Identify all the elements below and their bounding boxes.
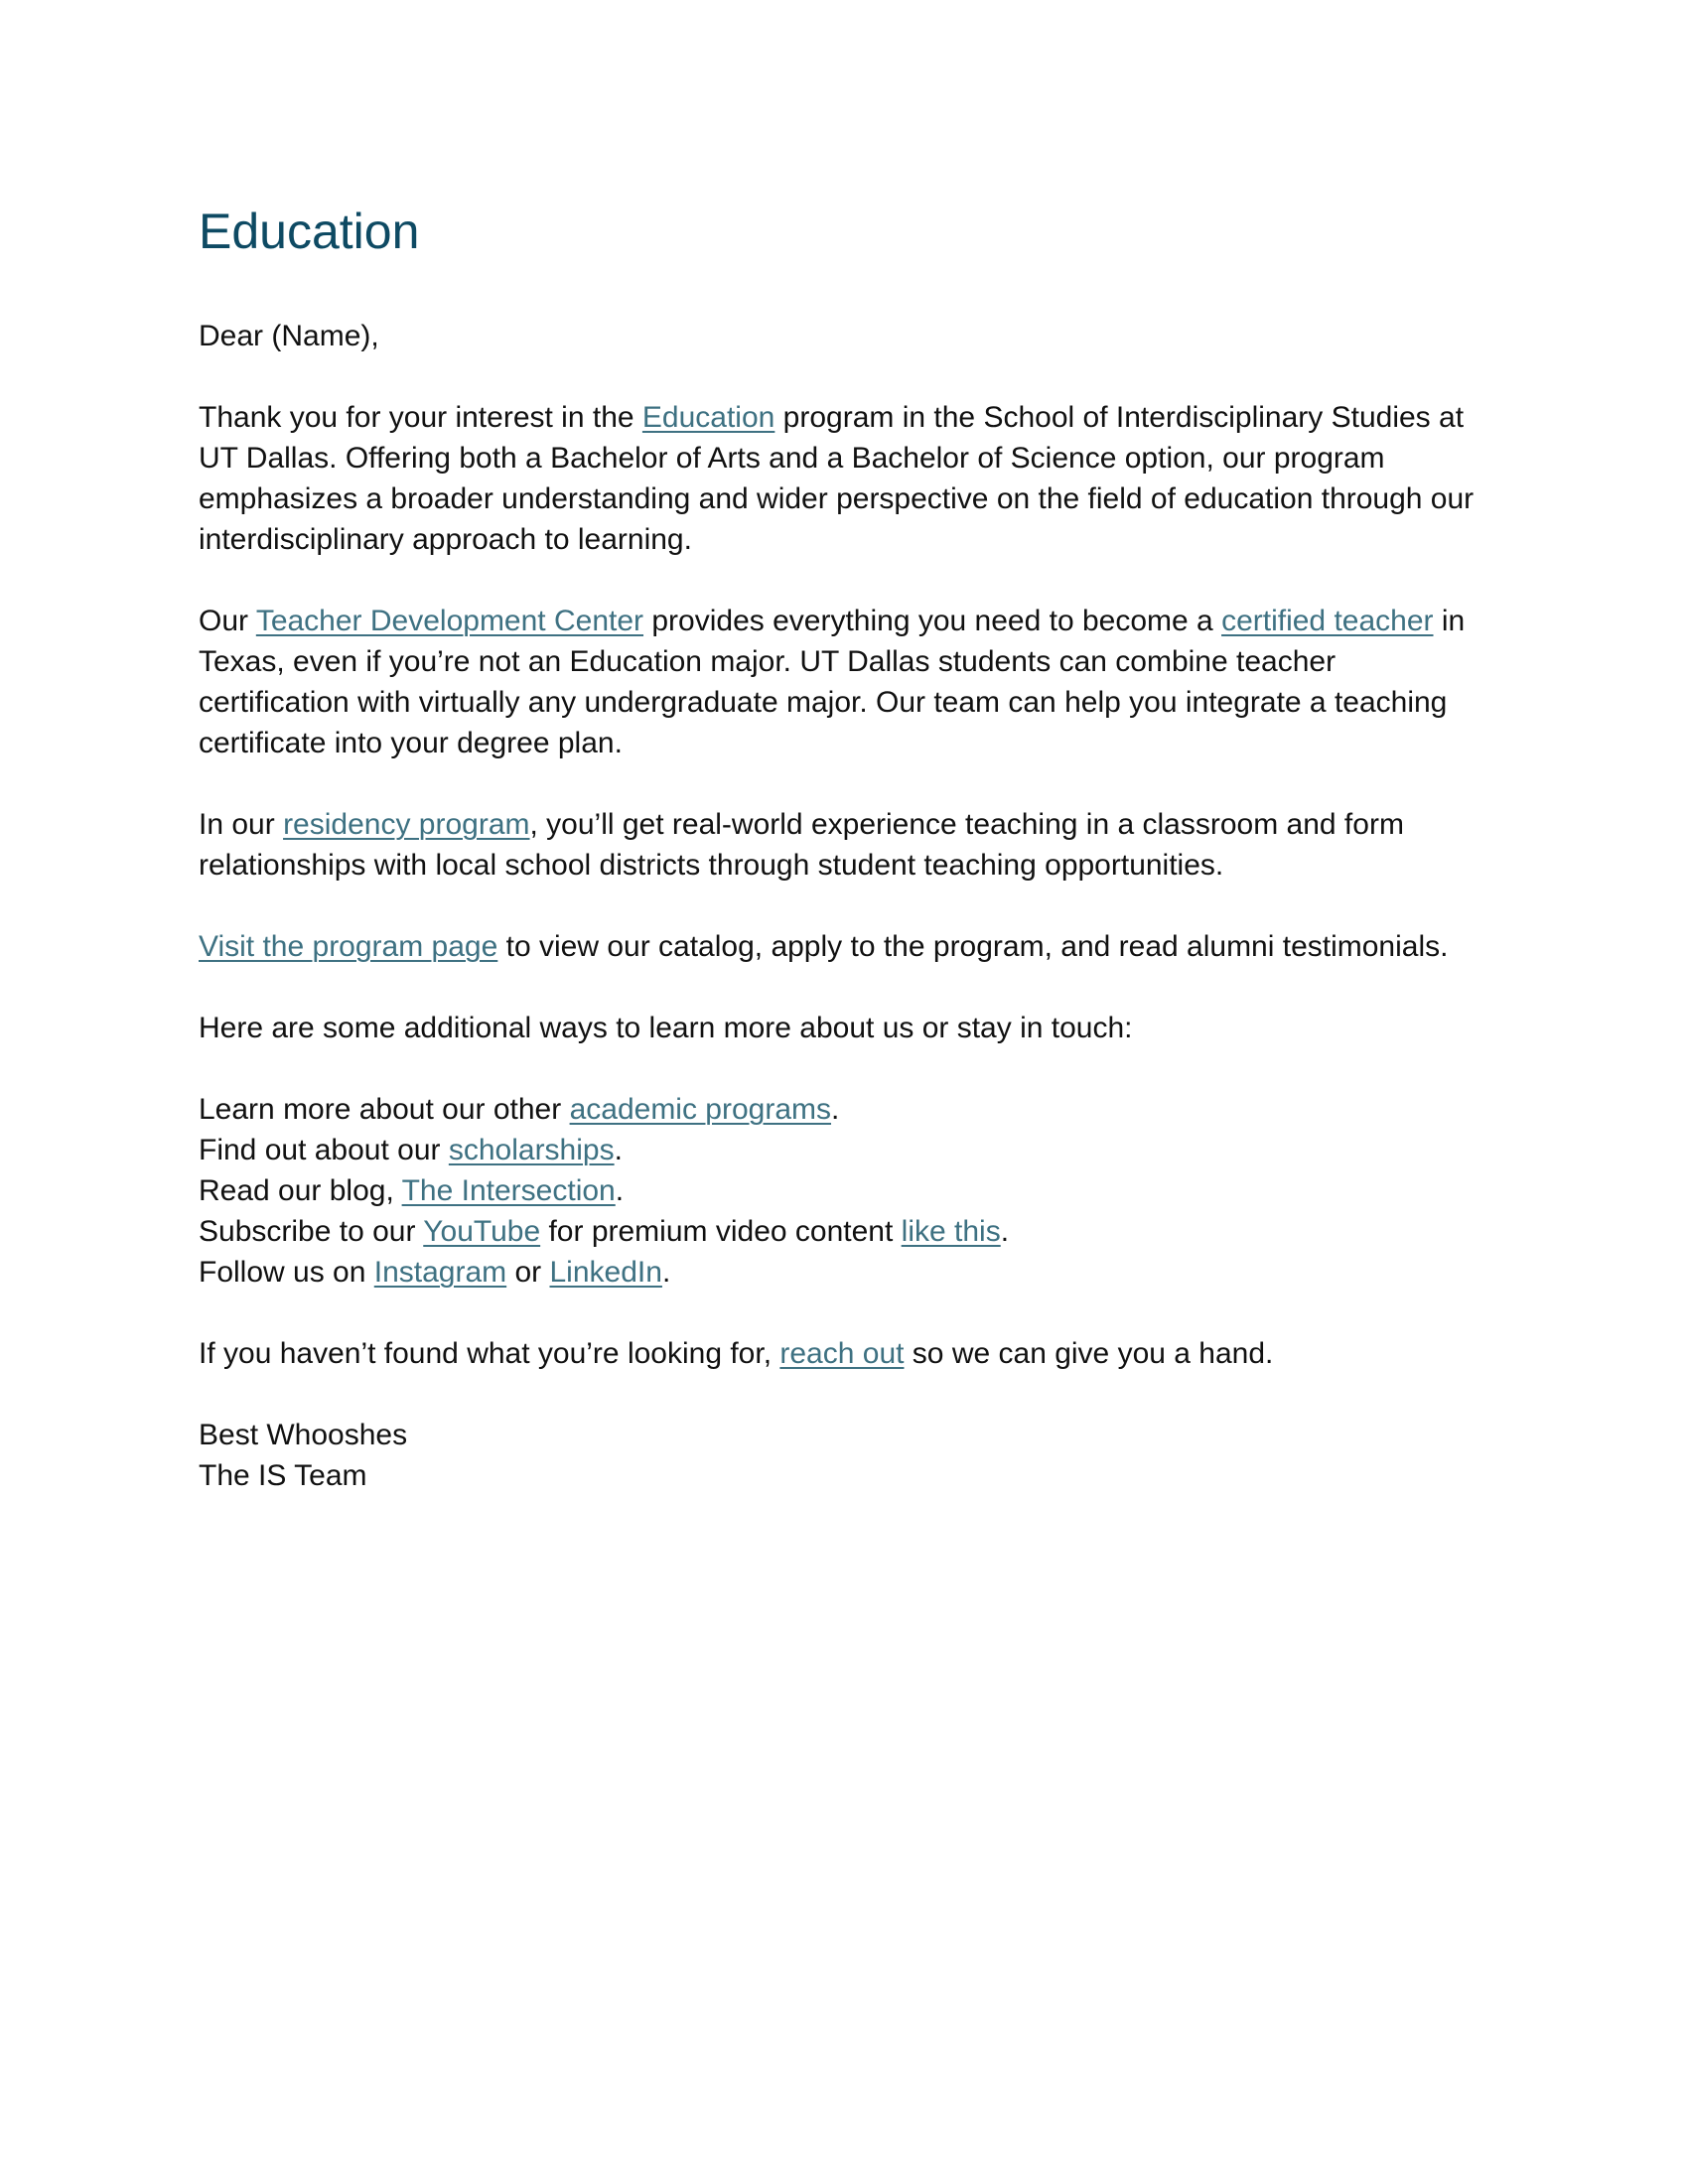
additional-ways-paragraph: Here are some additional ways to learn more about us or stay in touch:	[199, 1012, 1133, 1044]
academic-text-before: Learn more about our other	[199, 1093, 570, 1126]
residency-program-link[interactable]: residency program	[283, 808, 530, 841]
teacher-text-2: provides everything you need to become a	[643, 605, 1222, 637]
visit-paragraph	[199, 926, 1489, 967]
reach-text-after: so we can give you a hand.	[904, 1337, 1274, 1370]
residency-paragraph	[199, 804, 1489, 886]
social-line	[199, 1252, 1489, 1293]
letter-page	[199, 199, 1489, 1496]
academic-programs-line	[199, 1089, 1489, 1130]
letter-body	[199, 316, 1489, 1496]
youtube-link[interactable]: YouTube	[423, 1215, 541, 1248]
blog-text-before: Read our blog,	[199, 1174, 402, 1207]
certified-teacher-link[interactable]: certified teacher	[1221, 605, 1434, 637]
scholarships-text-before: Find out about our	[199, 1134, 449, 1166]
intro-text-before: Thank you for your interest in the	[199, 401, 642, 434]
scholarships-text-after: .	[614, 1134, 623, 1166]
reach-out-link[interactable]: reach out	[779, 1337, 905, 1370]
youtube-text-middle: for premium video content	[540, 1215, 902, 1248]
academic-programs-link[interactable]: academic programs	[569, 1093, 832, 1126]
like-this-link[interactable]: like this	[901, 1215, 1001, 1248]
visit-text-after: to view our catalog, apply to the program, and read alumni testimonials.	[497, 930, 1449, 963]
social-text-after: .	[661, 1256, 671, 1289]
education-link[interactable]: Education	[641, 401, 775, 434]
teacher-paragraph	[199, 601, 1489, 763]
teacher-development-center-link[interactable]: Teacher Development Center	[255, 605, 644, 637]
reach-out-paragraph	[199, 1333, 1489, 1374]
signoff-line-1: Best Whooshes	[199, 1419, 408, 1451]
the-intersection-link[interactable]: The Intersection	[401, 1174, 616, 1207]
residency-text-after: , you’ll get real-world experience teaching in a classroom and form relationships with local school districts through student teaching opportunities.	[199, 808, 1404, 882]
page-title: Education	[199, 204, 420, 259]
signoff-line-2: The IS Team	[199, 1459, 367, 1492]
linkedin-link[interactable]: LinkedIn	[549, 1256, 662, 1289]
program-page-link[interactable]: Visit the program page	[199, 930, 498, 963]
youtube-text-before: Subscribe to our	[199, 1215, 424, 1248]
youtube-text-after: .	[1000, 1215, 1010, 1248]
scholarships-line	[199, 1130, 1489, 1170]
scholarships-link[interactable]: scholarships	[448, 1134, 615, 1166]
instagram-link[interactable]: Instagram	[373, 1256, 507, 1289]
intro-paragraph	[199, 397, 1489, 560]
reach-text-before: If you haven’t found what you’re looking for,	[199, 1337, 780, 1370]
intro-text-after: program in the School of Interdisciplinary Studies at UT Dallas. Offering both a Bachelor of Arts and a Bachelor of Science option, our program emphasizes a broader understanding and wider perspective on the field of education through our interdisciplinary approach to learning.	[199, 401, 1475, 556]
greeting: Dear (Name),	[199, 320, 379, 352]
teacher-text-3: in Texas, even if you’re not an Education major. UT Dallas students can combine teacher certification with virtually any undergraduate major. Our team can help you integrate a teaching certificate into your degree plan.	[199, 605, 1466, 759]
teacher-text-1: Our	[199, 605, 256, 637]
blog-text-after: .	[615, 1174, 625, 1207]
social-text-before: Follow us on	[199, 1256, 374, 1289]
blog-line	[199, 1170, 1489, 1211]
academic-text-after: .	[831, 1093, 840, 1126]
youtube-line	[199, 1211, 1489, 1252]
residency-text-before: In our	[199, 808, 284, 841]
social-text-middle: or	[506, 1256, 550, 1289]
